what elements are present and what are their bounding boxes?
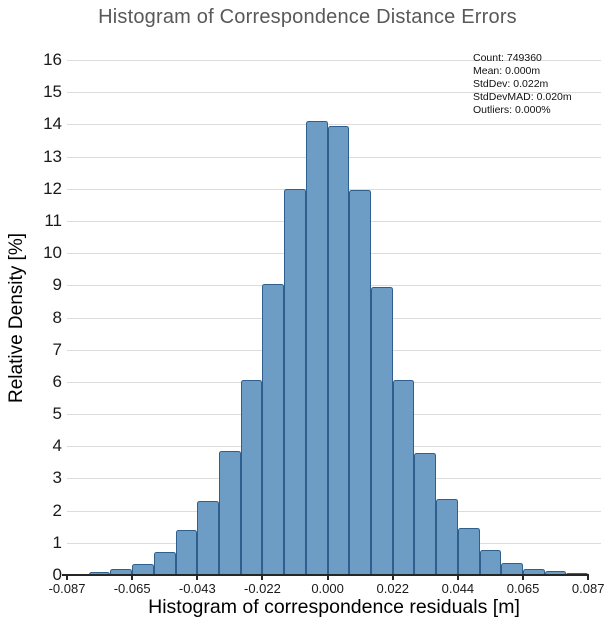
y-tick-label: 7 (52, 339, 62, 359)
histogram-bar (154, 552, 176, 575)
histogram-bar (197, 501, 219, 575)
stats-line: StdDevMAD: 0.020m (473, 91, 572, 104)
histogram-bars (67, 60, 589, 575)
x-axis-line (62, 574, 589, 576)
y-tick-label: 9 (52, 275, 62, 295)
x-tick-mark (66, 576, 68, 580)
x-tick-mark (587, 576, 589, 580)
y-tick-label: 5 (52, 404, 62, 424)
y-tick-label: 15 (43, 82, 62, 102)
stats-line: StdDev: 0.022m (473, 78, 549, 91)
histogram-bar (349, 190, 371, 575)
histogram-bar (480, 550, 502, 575)
histogram-bar (393, 380, 415, 575)
x-tick-label: 0.065 (506, 581, 540, 596)
y-tick-label: 1 (52, 532, 62, 552)
x-tick-mark (457, 576, 459, 580)
y-tick-label: 8 (52, 307, 62, 327)
x-axis-title: Histogram of correspondence residuals [m] (148, 596, 520, 618)
y-axis-title: Relative Density [%] (6, 232, 27, 404)
x-tick-mark (261, 576, 263, 580)
y-tick-label: 0 (52, 565, 62, 584)
x-tick-mark (522, 576, 524, 580)
y-tick-label: 2 (52, 500, 62, 520)
histogram-bar (219, 451, 241, 575)
x-tick-mark (392, 576, 394, 580)
histogram-bar (262, 284, 284, 575)
histogram-bar (176, 530, 198, 575)
x-tick-label: 0.000 (311, 581, 344, 596)
histogram-bar (458, 528, 480, 575)
y-tick-label: 10 (43, 243, 62, 263)
histogram-bar (414, 453, 436, 575)
histogram-bar (284, 189, 306, 575)
stats-annotation (473, 52, 572, 117)
y-tick-label: 3 (52, 468, 62, 488)
y-tick-label: 11 (44, 210, 62, 230)
x-tick-mark (131, 576, 133, 580)
y-tick-label: 14 (43, 114, 62, 134)
histogram-bar (328, 126, 350, 575)
y-tick-label: 16 (43, 50, 62, 69)
x-tick-label: 0.087 (571, 581, 605, 596)
x-tick-label: -0.022 (244, 581, 281, 596)
y-tick-label: 6 (52, 371, 62, 391)
y-tick-label: 13 (43, 146, 62, 166)
x-tick-label: -0.043 (178, 581, 216, 596)
x-tick-label: -0.087 (48, 581, 86, 596)
x-tick-mark (196, 576, 198, 580)
stats-line: Outliers: 0.000% (473, 104, 551, 117)
x-tick-label: 0.022 (376, 581, 410, 596)
y-tick-label: 4 (52, 436, 62, 456)
histogram-bar (436, 499, 458, 575)
stats-line: Mean: 0.000m (473, 65, 541, 78)
x-tick-label: -0.065 (113, 581, 151, 596)
histogram-bar (371, 287, 393, 575)
histogram-bar (241, 380, 263, 575)
histogram-bar (306, 121, 328, 575)
x-tick-label: 0.044 (441, 581, 475, 596)
y-tick-label: 12 (43, 178, 62, 198)
chart-title: Histogram of Correspondence Distance Errors (98, 6, 517, 28)
x-tick-mark (327, 576, 329, 580)
stats-line: Count: 749360 (473, 52, 542, 64)
